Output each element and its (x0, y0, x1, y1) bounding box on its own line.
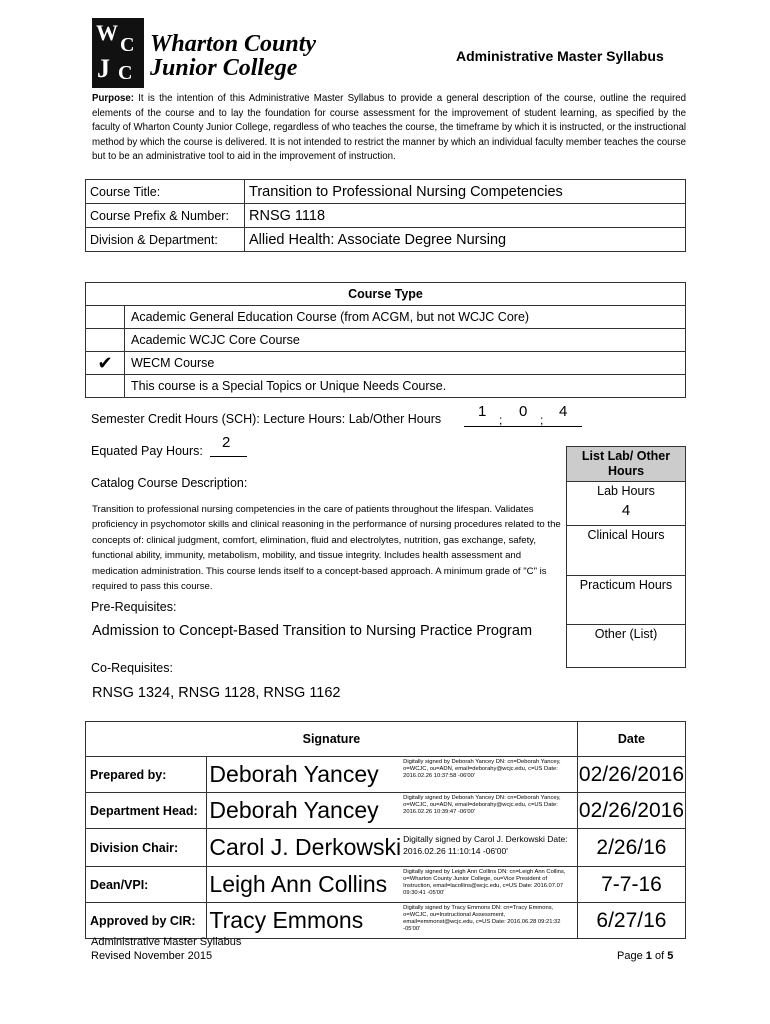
signer-name: Leigh Ann Collins (207, 867, 402, 903)
purpose-label: Purpose: (92, 93, 134, 104)
checkbox[interactable] (86, 329, 125, 352)
signer-name: Tracy Emmons (207, 903, 402, 939)
signature-row (86, 903, 686, 939)
signature-table (85, 721, 686, 939)
course-type-row (86, 329, 686, 352)
course-type-label: WECM Course (125, 352, 686, 375)
role-label: Approved by CIR: (86, 903, 207, 939)
course-info-row (86, 204, 686, 228)
prereq-value: Admission to Concept-Based Transition to Nursing Practice Program (92, 623, 533, 639)
course-type-label: Academic General Education Course (from ACGM, but not WCJC Core) (125, 306, 686, 329)
course-type-label: Academic WCJC Core Course (125, 329, 686, 352)
signature-row (86, 829, 686, 867)
lecture-separator: ; (540, 413, 544, 427)
purpose-text: It is the intention of this Administrative Master Syllabus to provide a general description of the course, outline the required elements of the course and to lay the foundation for course assessment for the improvement of student learning, as specified by the faculty of Wharton County Junior College, regardless of who teaches the course, the timeframe by which it is instructed, or the instructional method by which the course is delivered. It is not intended to restrict the manner by which an individual faculty member teaches the course but to be an administrative tool to aid in the improvement of instruction. (92, 93, 686, 163)
course-info-table (85, 179, 686, 252)
course-title-value: Transition to Professional Nursing Competencies (245, 180, 686, 204)
sch-separator: ; (499, 413, 503, 427)
catalog-label: Catalog Course Description: (91, 476, 248, 490)
signature-header-row (86, 722, 686, 757)
logo-letter-w: W (96, 20, 118, 45)
course-type-table (85, 282, 686, 398)
sch-label: Semester Credit Hours (SCH): Lecture Hours: Lab/Other Hours (91, 412, 442, 426)
footer-revision: Revised November 2015 (91, 950, 213, 962)
coreq-label: Co-Requisites: (91, 661, 173, 675)
division-label: Division & Department: (86, 228, 245, 252)
digital-signature-info: Digitally signed by Deborah Yancey DN: cn=Deborah Yancey, o=WCJC, ou=ADN, email=deborahy@wcjc.edu, c=US Date: 2016.02.26 10:37:58 -06'00' (402, 757, 577, 793)
college-name-line2: Junior College (150, 55, 298, 81)
logo-letter-c2: C (118, 62, 133, 84)
signature-date: 02/26/2016 (577, 793, 685, 829)
equated-underline (210, 454, 247, 457)
page-number (617, 949, 673, 963)
date-column-header: Date (577, 722, 685, 757)
lab-hours-box (566, 446, 686, 668)
college-name (150, 32, 316, 80)
course-prefix-value: RNSG 1118 (245, 204, 686, 228)
catalog-description: Transition to professional nursing competencies in the care of patients throughout the lifespan. Validates proficiency in psychomotor skills and clinical reasoning in the performance of nursing procedures related to the concepts of: clinical judgment, comfort, elimination, fluid and electrolytes, nutrition, gas exchange, safety, functional ability, immunity, metabolism, mobility, and tissue integrity. Includes health assessment and medication administration. This course lends itself to a concept-based approach. A minimum grade of "C" is required to pass this course. (92, 504, 561, 593)
signature-row (86, 757, 686, 793)
digital-signature-info: Digitally signed by Carol J. Derkowski Date: 2016.02.26 11:10:14 -06'00' (402, 829, 577, 867)
logo-letter-j: J (97, 54, 110, 83)
signature-date: 7-7-16 (577, 867, 685, 903)
lab-box-heading: List Lab/ Other Hours (567, 447, 685, 482)
digital-signature-info: Digitally signed by Leigh Ann Collins DN: cn=Leigh Ann Collins, o=Wharton County Junior College, ou=Vice President of Instruction, email=lacollins@wcjc.edu, c=US Date: 2016.07.07 09:30:41 -05'00' (402, 867, 577, 903)
course-type-row (86, 352, 686, 375)
signer-name: Deborah Yancey (207, 757, 402, 793)
role-label: Division Chair: (86, 829, 207, 867)
course-prefix-label: Course Prefix & Number: (86, 204, 245, 228)
clinical-hours-label: Clinical Hours (567, 525, 685, 575)
role-label: Dean/VPI: (86, 867, 207, 903)
signature-row (86, 793, 686, 829)
page-prefix: Page (617, 950, 643, 962)
course-type-heading: Course Type (86, 283, 686, 306)
lab-other-hours-value: 4 (559, 403, 568, 420)
lecture-hours-value: 0 (519, 403, 528, 420)
sch-underline (464, 420, 582, 427)
other-hours-label: Other (List) (567, 624, 685, 641)
lab-hours-label: Lab Hours (597, 484, 655, 498)
course-info-row (86, 228, 686, 252)
signature-date: 6/27/16 (577, 903, 685, 939)
purpose-paragraph (92, 92, 686, 165)
signature-row (86, 867, 686, 903)
lab-hours-value: 4 (621, 502, 631, 519)
checkbox[interactable] (86, 375, 125, 398)
coreq-value: RNSG 1324, RNSG 1128, RNSG 1162 (92, 685, 341, 701)
page-total: 5 (667, 950, 674, 962)
equated-pay-value: 2 (222, 434, 231, 451)
page-current: 1 (645, 950, 652, 962)
footer-doc-name: Administrative Master Syllabus (91, 936, 242, 948)
signature-column-header: Signature (86, 722, 578, 757)
page-of: of (654, 950, 665, 962)
practicum-hours-label: Practicum Hours (567, 575, 685, 624)
signature-date: 2/26/16 (577, 829, 685, 867)
role-label: Department Head: (86, 793, 207, 829)
course-type-row (86, 375, 686, 398)
course-title-label: Course Title: (86, 180, 245, 204)
checkbox-checked[interactable]: ✔ (86, 352, 125, 375)
college-logo (92, 18, 144, 88)
checkbox[interactable] (86, 306, 125, 329)
college-name-line1: Wharton County (150, 31, 317, 57)
prereq-label: Pre-Requisites: (91, 600, 177, 614)
course-type-row (86, 306, 686, 329)
signer-name: Deborah Yancey (207, 793, 402, 829)
sch-value: 1 (478, 403, 487, 420)
logo-letter-c1: C (120, 34, 135, 56)
digital-signature-info: Digitally signed by Deborah Yancey DN: cn=Deborah Yancey, o=WCJC, ou=ADN, email=deborahy@wcjc.edu, c=US Date: 2016.02.26 10:39:47 -06'00' (402, 793, 577, 829)
signature-date: 02/26/2016 (577, 757, 685, 793)
document-title: Administrative Master Syllabus (456, 48, 664, 64)
footer-left (91, 935, 241, 963)
equated-pay-label: Equated Pay Hours: (91, 444, 203, 458)
division-value: Allied Health: Associate Degree Nursing (245, 228, 686, 252)
role-label: Prepared by: (86, 757, 207, 793)
course-info-row (86, 180, 686, 204)
course-type-label: This course is a Special Topics or Unique Needs Course. (125, 375, 686, 398)
digital-signature-info: Digitally signed by Tracy Emmons DN: cn=Tracy Emmons, o=WCJC, ou=Instructional Assessment, email=emmonst@wcjc.edu, c=US Date: 2016.06.28 09:21:32 -05'00' (402, 903, 577, 939)
signer-name: Carol J. Derkowski (207, 829, 402, 867)
